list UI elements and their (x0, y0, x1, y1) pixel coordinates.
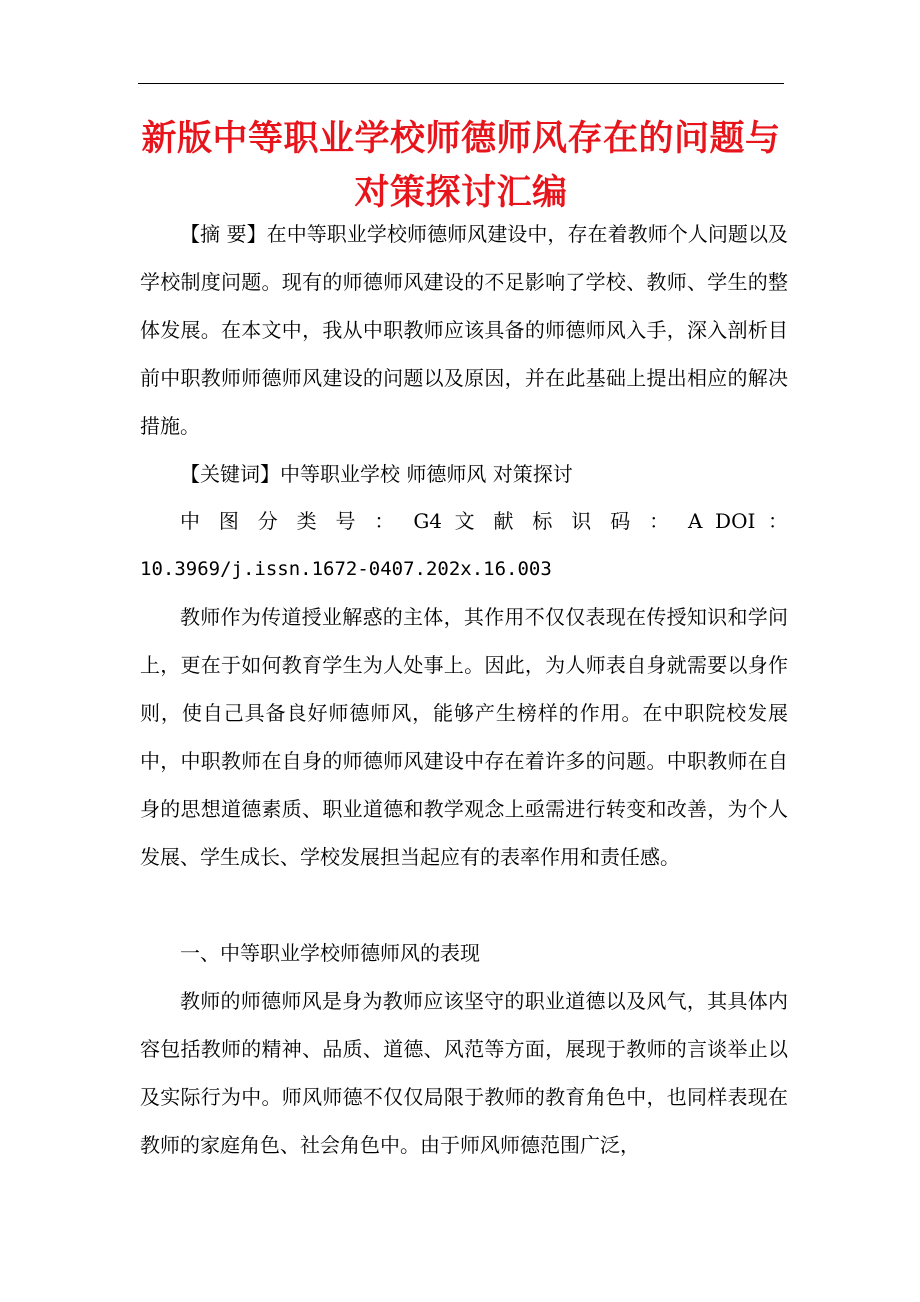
abstract-label: 【摘 要】 (180, 222, 267, 246)
section-body (140, 977, 788, 1169)
keywords-paragraph (140, 450, 788, 498)
section-paragraph: 教师的师德师风是身为教师应该坚守的职业道德以及风气，其具体内容包括教师的精神、品质、道德、风范等方面，展现于教师的言谈举止以及实际行为中。师风师德不仅仅局限于教师的教育角色中，也同样表现在教师的家庭角色、社会角色中。由于师风师德范围广泛， (140, 989, 788, 1157)
document-title (138, 112, 784, 220)
classification-line: 中 图 分 类 号 ： G4 文 献 标 识 码 ： A DOI ： (180, 509, 788, 533)
section-heading (140, 929, 788, 977)
title-line-2: 对策探讨汇编 (354, 172, 568, 213)
keywords-text: 中等职业学校 师德师风 对策探讨 (280, 462, 573, 486)
header-rule (138, 83, 784, 84)
abstract-section (140, 210, 788, 450)
abstract-text: 在中等职业学校师德师风建设中，存在着教师个人问题以及学校制度问题。现有的师德师风建设的不足影响了学校、教师、学生的整体发展。在本文中，我从中职教师应该具备的师德师风入手，深入剖析目前中职教师师德师风建设的问题以及原因，并在此基础上提出相应的解决措施。 (140, 222, 789, 438)
abstract-paragraph (140, 210, 788, 450)
keywords-label: 【关键词】 (180, 462, 280, 486)
intro-section (140, 593, 788, 881)
section-heading-text: 一、中等职业学校师德师风的表现 (180, 941, 480, 965)
doi-value: 10.3969/j.issn.1672-0407.202x.16.003 (140, 558, 552, 580)
classification-section (140, 497, 788, 593)
keywords-section (140, 450, 788, 498)
intro-paragraph: 教师作为传道授业解惑的主体，其作用不仅仅表现在传授知识和学问上，更在于如何教育学生为人处事上。因此，为人师表自身就需要以身作则，使自己具备良好师德师风，能够产生榜样的作用。在中职院校发展中，中职教师在自身的师德师风建设中存在着许多的问题。中职教师在自身的思想道德素质、职业道德和教学观念上亟需进行转变和改善，为个人发展、学生成长、学校发展担当起应有的表率作用和责任感。 (140, 605, 788, 869)
title-line-1: 新版中等职业学校师德师风存在的问题与 (141, 118, 781, 159)
